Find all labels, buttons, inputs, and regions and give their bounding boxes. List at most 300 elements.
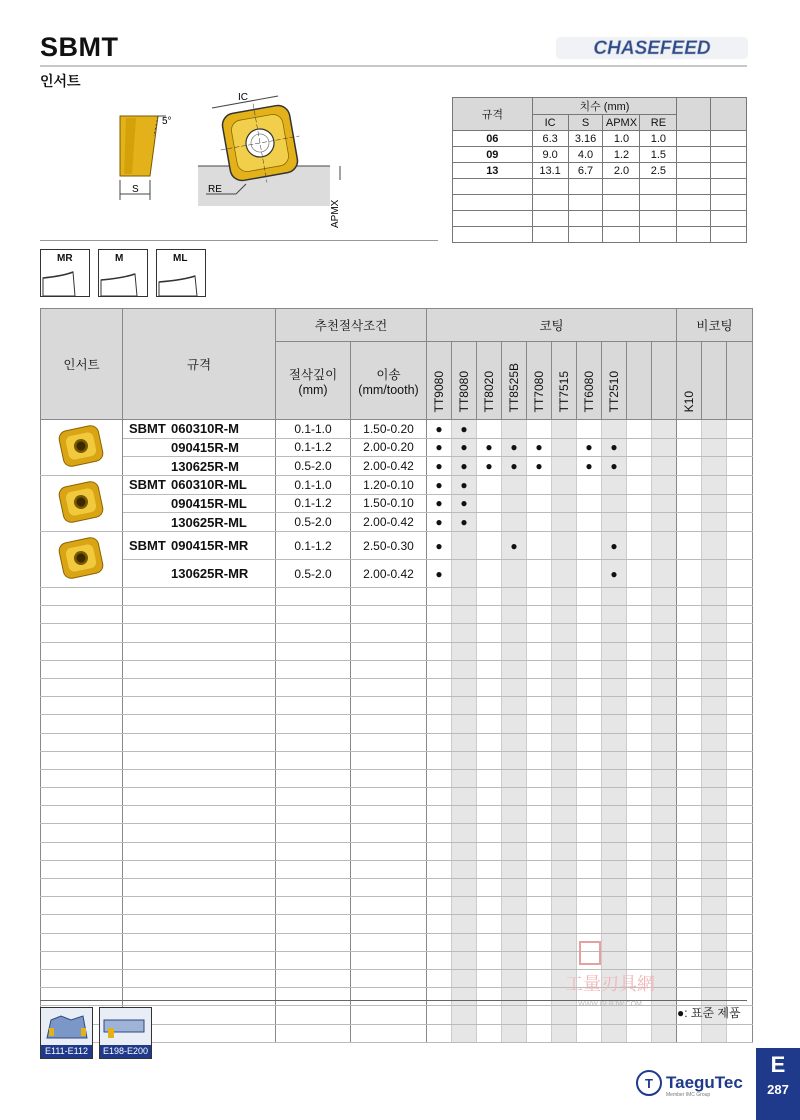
grade-mark-cell — [552, 751, 577, 769]
grade-mark-cell — [452, 824, 477, 842]
grade-mark-cell: ● — [452, 476, 477, 495]
depth-cell — [276, 806, 351, 824]
grade-mark-cell — [452, 1006, 477, 1024]
grade-mark-cell — [727, 660, 753, 678]
grade-mark-cell — [502, 751, 527, 769]
grade-mark-cell — [627, 879, 652, 897]
grade-mark-cell — [452, 678, 477, 696]
grade-mark-cell — [727, 678, 753, 696]
grade-mark-cell — [477, 1024, 502, 1042]
grade-mark-cell — [552, 476, 577, 495]
grade-mark-cell — [527, 842, 552, 860]
grade-mark-cell — [502, 513, 527, 532]
grade-mark-cell — [652, 560, 677, 588]
grade-mark-cell — [477, 476, 502, 495]
dim-row: 09 9.0 4.0 1.2 1.5 — [453, 147, 747, 163]
grade-mark-cell — [677, 660, 702, 678]
grade-mark-cell — [677, 806, 702, 824]
grade-mark-cell — [552, 457, 577, 476]
depth-cell: 0.5-2.0 — [276, 457, 351, 476]
grade-mark-cell — [702, 879, 727, 897]
grade-mark-cell — [452, 915, 477, 933]
grade-mark-cell — [552, 420, 577, 439]
grade-mark-cell: ● — [527, 457, 552, 476]
grade-mark-cell — [527, 494, 552, 513]
table-row — [41, 897, 753, 915]
grade-mark-cell — [552, 438, 577, 457]
feed-cell — [351, 660, 427, 678]
grade-mark-cell — [452, 697, 477, 715]
grade-mark-cell — [627, 476, 652, 495]
grade-mark-cell — [477, 951, 502, 969]
grade-mark-cell — [627, 642, 652, 660]
depth-cell — [276, 933, 351, 951]
ref-cutter-thumbnail[interactable]: E111-E112 — [40, 1007, 93, 1059]
grade-mark-cell — [677, 588, 702, 606]
grade-mark-cell — [577, 860, 602, 878]
grade-mark-cell — [427, 842, 452, 860]
grade-mark-cell — [677, 457, 702, 476]
grade-mark-cell — [577, 915, 602, 933]
grade-mark-cell — [577, 420, 602, 439]
grade-mark-cell — [677, 915, 702, 933]
spec-cell: 130625R-ML — [123, 513, 276, 532]
grade-mark-cell — [427, 860, 452, 878]
grade-mark-cell — [677, 420, 702, 439]
taegutec-logo-icon — [636, 1070, 662, 1096]
grade-mark-cell — [652, 420, 677, 439]
grade-mark-cell — [452, 788, 477, 806]
spec-cell — [123, 842, 276, 860]
grade-mark-cell — [627, 697, 652, 715]
grade-mark-cell: ● — [452, 438, 477, 457]
grade-mark-cell: ● — [452, 420, 477, 439]
grade-mark-cell — [477, 660, 502, 678]
grade-mark-cell — [677, 715, 702, 733]
table-row — [41, 697, 753, 715]
grade-mark-cell — [702, 513, 727, 532]
table-row — [41, 457, 753, 476]
grade-mark-cell — [627, 733, 652, 751]
grade-mark-cell — [627, 678, 652, 696]
grade-mark-cell — [652, 915, 677, 933]
grade-mark-cell — [727, 438, 753, 457]
grade-mark-cell — [577, 606, 602, 624]
grade-mark-cell: ● — [452, 513, 477, 532]
spec-cell — [123, 769, 276, 787]
chipbreaker-m: M — [98, 249, 148, 297]
table-row — [41, 788, 753, 806]
grade-mark-cell — [652, 642, 677, 660]
depth-cell — [276, 897, 351, 915]
grade-mark-cell — [677, 560, 702, 588]
grade-mark-cell — [527, 678, 552, 696]
grade-mark-cell — [552, 697, 577, 715]
insert-photo — [41, 420, 123, 476]
grade-mark-cell — [652, 715, 677, 733]
spec-cell — [123, 806, 276, 824]
grade-mark-cell — [702, 897, 727, 915]
grade-mark-cell — [577, 476, 602, 495]
depth-cell: 0.1-1.0 — [276, 476, 351, 495]
grade-mark-cell — [577, 588, 602, 606]
grade-mark-cell — [452, 715, 477, 733]
grade-mark-cell: ● — [502, 457, 527, 476]
feed-cell — [351, 697, 427, 715]
depth-cell — [276, 842, 351, 860]
grade-mark-cell — [502, 642, 527, 660]
spec-cell — [123, 715, 276, 733]
depth-cell — [276, 788, 351, 806]
grade-mark-cell — [527, 1024, 552, 1042]
table-row — [41, 476, 753, 495]
depth-cell: 0.5-2.0 — [276, 513, 351, 532]
grade-mark-cell — [452, 660, 477, 678]
grade-mark-cell — [427, 915, 452, 933]
grade-mark-cell: ● — [577, 438, 602, 457]
grade-mark-cell — [427, 624, 452, 642]
svg-text:APMX: APMX — [330, 199, 341, 228]
grade-mark-cell — [602, 897, 627, 915]
grade-mark-cell — [702, 420, 727, 439]
grade-mark-cell — [502, 494, 527, 513]
grade-mark-cell — [652, 476, 677, 495]
grade-mark-cell — [577, 879, 602, 897]
grade-mark-cell — [702, 951, 727, 969]
grade-mark-cell — [477, 769, 502, 787]
grade-mark-cell — [502, 476, 527, 495]
grade-mark-cell — [427, 933, 452, 951]
grade-mark-cell — [427, 988, 452, 1006]
chasefeed-logo-text: CHASEFEED — [593, 38, 711, 59]
grade-mark-cell — [427, 660, 452, 678]
grade-mark-cell — [602, 915, 627, 933]
grade-mark-cell — [477, 1006, 502, 1024]
grade-mark-cell — [702, 969, 727, 987]
grade-mark-cell — [652, 788, 677, 806]
feed-cell — [351, 879, 427, 897]
grade-mark-cell — [477, 588, 502, 606]
grade-mark-cell — [652, 678, 677, 696]
grade-mark-cell — [677, 642, 702, 660]
grade-mark-cell — [627, 788, 652, 806]
grade-mark-cell — [552, 788, 577, 806]
grade-mark-cell — [677, 733, 702, 751]
grade-mark-cell — [677, 1024, 702, 1042]
grade-mark-cell — [727, 1024, 753, 1042]
grade-mark-cell — [452, 751, 477, 769]
grade-mark-cell — [502, 860, 527, 878]
grade-mark-cell — [602, 678, 627, 696]
grade-mark-cell — [677, 751, 702, 769]
grade-mark-cell — [427, 788, 452, 806]
spec-cell — [123, 860, 276, 878]
section-tab: E 287 — [756, 1048, 800, 1120]
svg-text:RE: RE — [208, 184, 222, 195]
depth-cell — [276, 642, 351, 660]
grade-mark-cell — [527, 697, 552, 715]
grade-mark-cell — [577, 806, 602, 824]
spec-cell: SBMT 090415R-MR — [123, 532, 276, 560]
grade-mark-cell — [727, 733, 753, 751]
grade-mark-cell — [677, 933, 702, 951]
table-row — [41, 842, 753, 860]
grade-mark-cell — [502, 560, 527, 588]
grade-mark-cell — [702, 560, 727, 588]
grade-mark-cell — [427, 879, 452, 897]
grade-mark-cell — [602, 606, 627, 624]
table-row — [41, 560, 753, 588]
grade-mark-cell — [627, 1024, 652, 1042]
grade-mark-cell — [552, 642, 577, 660]
ref-endmill-thumbnail[interactable]: E198-E200 — [99, 1007, 152, 1059]
grade-mark-cell — [502, 660, 527, 678]
grade-mark-cell — [727, 642, 753, 660]
grade-mark-cell — [452, 969, 477, 987]
spec-cell — [123, 969, 276, 987]
grade-mark-cell: ● — [602, 532, 627, 560]
depth-cell — [276, 879, 351, 897]
grade-mark-cell — [552, 806, 577, 824]
grade-mark-cell — [502, 588, 527, 606]
grade-mark-cell — [627, 420, 652, 439]
grade-mark-cell — [627, 494, 652, 513]
grade-mark-cell — [452, 860, 477, 878]
grade-mark-cell — [477, 624, 502, 642]
feed-cell — [351, 824, 427, 842]
depth-cell — [276, 915, 351, 933]
grade-mark-cell — [452, 879, 477, 897]
grade-mark-cell — [727, 624, 753, 642]
legend-standard: ●: 표준 제품 — [677, 1006, 741, 1020]
grade-mark-cell: ● — [577, 457, 602, 476]
grade-mark-cell — [552, 660, 577, 678]
chipbreaker-mr: MR — [40, 249, 90, 297]
spec-cell: 090415R-M — [123, 438, 276, 457]
grade-mark-cell — [502, 733, 527, 751]
grade-mark-cell — [477, 988, 502, 1006]
feed-cell: 1.50-0.20 — [351, 420, 427, 439]
grade-mark-cell — [627, 897, 652, 915]
grade-mark-cell — [427, 606, 452, 624]
table-row — [41, 751, 753, 769]
grade-mark-cell — [652, 532, 677, 560]
spec-cell — [123, 733, 276, 751]
side-view — [120, 116, 172, 200]
dim-row: 13 13.1 6.7 2.0 2.5 — [453, 163, 747, 179]
spec-cell — [123, 660, 276, 678]
grade-mark-cell — [627, 588, 652, 606]
grade-mark-cell — [477, 788, 502, 806]
grade-mark-cell — [702, 476, 727, 495]
svg-text:S: S — [132, 184, 139, 195]
page-subtitle: 인서트 — [40, 73, 81, 89]
grade-mark-cell — [552, 606, 577, 624]
grade-mark-cell — [527, 879, 552, 897]
spec-cell — [123, 678, 276, 696]
grade-mark-cell — [627, 660, 652, 678]
grade-mark-cell — [552, 532, 577, 560]
grade-mark-cell — [427, 951, 452, 969]
watermark — [540, 940, 680, 1010]
depth-cell: 0.1-1.2 — [276, 532, 351, 560]
col-feed: 이송 (mm/tooth) — [351, 342, 427, 420]
grade-mark-cell: ● — [427, 532, 452, 560]
insert-drawing — [40, 88, 440, 238]
depth-cell: 0.5-2.0 — [276, 560, 351, 588]
grade-mark-cell — [502, 697, 527, 715]
grade-mark-cell — [727, 751, 753, 769]
grade-mark-cell — [702, 1024, 727, 1042]
grade-mark-cell — [602, 860, 627, 878]
grade-mark-cell — [677, 606, 702, 624]
spec-cell — [123, 588, 276, 606]
spec-cell — [123, 897, 276, 915]
grade-mark-cell — [677, 860, 702, 878]
grade-mark-cell — [702, 606, 727, 624]
grade-mark-cell — [652, 860, 677, 878]
depth-cell — [276, 624, 351, 642]
depth-cell — [276, 969, 351, 987]
grade-mark-cell — [677, 532, 702, 560]
feed-cell — [351, 751, 427, 769]
grade-mark-cell — [727, 457, 753, 476]
spec-cell — [123, 606, 276, 624]
grade-mark-cell — [477, 733, 502, 751]
feed-cell — [351, 588, 427, 606]
feed-cell: 2.00-0.20 — [351, 438, 427, 457]
feed-cell — [351, 951, 427, 969]
grade-mark-cell — [552, 560, 577, 588]
grade-mark-cell — [502, 678, 527, 696]
grade-mark-cell — [527, 660, 552, 678]
grade-mark-cell — [527, 560, 552, 588]
grade-mark-cell — [577, 642, 602, 660]
grade-mark-cell — [727, 697, 753, 715]
grade-mark-cell: ● — [477, 438, 502, 457]
depth-cell — [276, 697, 351, 715]
grade-mark-cell — [527, 751, 552, 769]
grade-mark-cell — [427, 824, 452, 842]
table-row — [41, 642, 753, 660]
grade-mark-cell — [602, 494, 627, 513]
grade-mark-cell — [502, 788, 527, 806]
grade-mark-cell — [452, 842, 477, 860]
grade-mark-cell — [577, 532, 602, 560]
grade-mark-cell — [527, 715, 552, 733]
grade-mark-cell — [477, 897, 502, 915]
grade-mark-cell — [577, 1024, 602, 1042]
grade-mark-cell — [702, 715, 727, 733]
grade-mark-cell — [677, 879, 702, 897]
grade-mark-cell — [452, 1024, 477, 1042]
grade-mark-cell — [602, 842, 627, 860]
grade-mark-cell — [477, 494, 502, 513]
spec-cell: SBMT 060310R-M — [123, 420, 276, 439]
grade-mark-cell — [477, 969, 502, 987]
grade-mark-cell — [702, 806, 727, 824]
grade-mark-cell — [577, 494, 602, 513]
grade-mark-cell — [677, 678, 702, 696]
grade-mark-cell — [627, 532, 652, 560]
grade-mark-cell — [677, 969, 702, 987]
feed-cell — [351, 678, 427, 696]
grade-mark-cell — [502, 842, 527, 860]
grade-mark-cell — [452, 606, 477, 624]
grade-mark-cell: ● — [427, 438, 452, 457]
grade-mark-cell — [527, 588, 552, 606]
grade-mark-cell — [677, 697, 702, 715]
grade-mark-cell — [527, 624, 552, 642]
grade-mark-cell — [552, 842, 577, 860]
grade-mark-cell — [652, 588, 677, 606]
grade-mark-cell — [552, 897, 577, 915]
grade-mark-cell — [727, 560, 753, 588]
grade-mark-cell — [702, 697, 727, 715]
grade-mark-cell: ● — [427, 476, 452, 495]
grade-mark-cell — [602, 660, 627, 678]
grade-mark-cell — [602, 824, 627, 842]
depth-cell — [276, 606, 351, 624]
grade-mark-cell — [652, 697, 677, 715]
grade-mark-cell — [427, 642, 452, 660]
drawing-divider — [40, 240, 438, 241]
table-row — [41, 860, 753, 878]
grade-mark-cell — [552, 915, 577, 933]
grade-mark-cell — [552, 824, 577, 842]
grade-mark-cell — [452, 806, 477, 824]
spec-cell: 130625R-MR — [123, 560, 276, 588]
grade-mark-cell — [477, 642, 502, 660]
feed-cell — [351, 606, 427, 624]
depth-cell — [276, 678, 351, 696]
grade-mark-cell — [727, 494, 753, 513]
svg-text:IC: IC — [238, 92, 248, 103]
grade-mark-cell — [602, 588, 627, 606]
spec-cell: 090415R-ML — [123, 494, 276, 513]
feed-cell — [351, 1006, 427, 1024]
grade-mark-cell — [452, 642, 477, 660]
grade-mark-cell — [452, 624, 477, 642]
grade-mark-cell — [477, 697, 502, 715]
grade-mark-cell — [477, 513, 502, 532]
insert-photo — [41, 532, 123, 588]
grade-mark-cell — [727, 824, 753, 842]
grade-mark-cell — [727, 476, 753, 495]
grade-mark-cell — [627, 513, 652, 532]
table-row — [41, 733, 753, 751]
grade-mark-cell — [577, 897, 602, 915]
insert-photo — [41, 476, 123, 532]
depth-cell — [276, 660, 351, 678]
grade-mark-cell: ● — [452, 457, 477, 476]
grade-mark-cell — [527, 788, 552, 806]
grade-mark-cell — [477, 842, 502, 860]
table-row — [41, 715, 753, 733]
grade-mark-cell: ● — [602, 438, 627, 457]
feed-cell: 2.00-0.42 — [351, 513, 427, 532]
feed-cell — [351, 769, 427, 787]
grade-mark-cell — [652, 457, 677, 476]
grade-mark-cell — [677, 624, 702, 642]
grade-mark-cell — [652, 824, 677, 842]
grade-mark-cell — [502, 624, 527, 642]
grade-mark-cell — [652, 751, 677, 769]
grade-mark-cell — [577, 513, 602, 532]
grade-mark-cell — [627, 769, 652, 787]
page-title: SBMT — [40, 32, 119, 62]
grade-mark-cell — [527, 769, 552, 787]
